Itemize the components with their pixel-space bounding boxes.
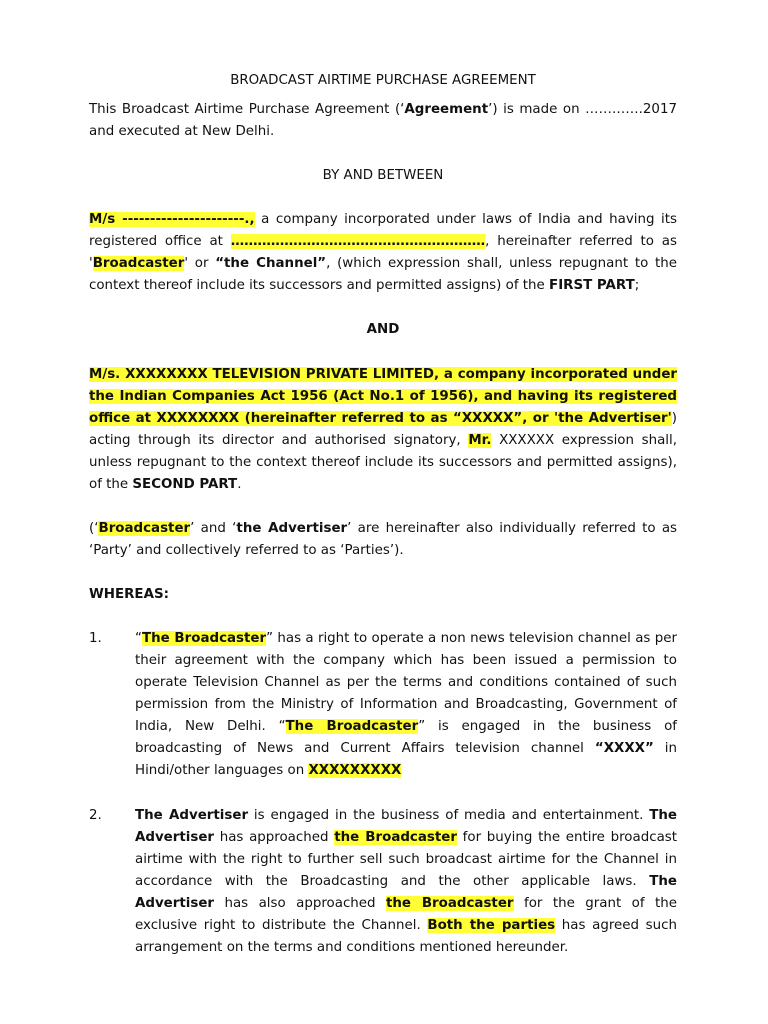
advertiser-term: the Advertiser	[236, 521, 348, 536]
advertiser-term-2: The Advertiser	[135, 808, 249, 823]
whereas-heading: WHEREAS:	[89, 587, 169, 602]
second-part-term: SECOND PART	[132, 477, 238, 492]
first-part-term: FIRST PART	[549, 278, 635, 293]
broadcaster-term: Broadcaster	[92, 256, 185, 271]
broadcaster-term-2: Broadcaster	[98, 521, 191, 536]
broadcaster-term-5: the Broadcaster	[334, 830, 457, 845]
parties-paragraph: (‘Broadcaster’ and ‘the Advertiser’ are hereinafter also individually referred to as ‘Party’ and collectively referred to as ‘Parties’).	[89, 521, 677, 558]
broadcaster-term-6: the Broadcaster	[385, 896, 514, 911]
advertiser-term-4: The Advertiser	[135, 874, 677, 911]
advertiser-term-3: The Advertiser	[135, 808, 677, 845]
intro-paragraph: This Broadcast Airtime Purchase Agreement (‘Agreement’) is made on ………….2017 and executed at New Delhi.	[89, 102, 677, 139]
second-party-details: M/s. XXXXXXXX TELEVISION PRIVATE LIMITED, a company incorporated under the Indian Companies Act 1956 (Act No.1 of 1956), and having its registered office at XXXXXXXX (hereinafter referred to as “XXXXX”, or 'the Advertiser'	[89, 367, 677, 426]
item-2-number: 2.	[89, 808, 102, 823]
document-title	[89, 70, 677, 92]
channel-term: “the Channel”	[215, 256, 327, 271]
and-heading: AND	[366, 322, 400, 337]
by-and-between-heading: BY AND BETWEEN	[322, 168, 444, 183]
first-party-office: …………………………………………………	[230, 234, 486, 249]
channel-slot-term: XXXXXXXXX	[308, 763, 402, 778]
channel-name-term: “XXXX”	[594, 741, 654, 756]
mr-term: Mr.	[468, 433, 492, 448]
both-parties-term: Both the parties	[427, 918, 556, 933]
broadcaster-term-4: The Broadcaster	[285, 719, 419, 734]
first-party-name: M/s ----------------------.,	[89, 212, 255, 227]
item-2-text: The Advertiser is engaged in the business of media and entertainment. The Advertiser has approached the Broadcaster for buying the entire broadcast airtime with the right to further sell such broadcast airtime for the Channel in accordance with the Broadcasting and the other applicable laws. The Advertiser has also approached the Broadcaster for the grant of the exclusive right to distribute the Channel. Both the parties has agreed such arrangement on the terms and conditions mentioned hereunder.	[135, 808, 678, 955]
item-1-number: 1.	[89, 631, 102, 646]
first-party-paragraph: M/s ----------------------., a company incorporated under laws of India and having its registered office at …………………………………………………, hereinafter referred to as 'Broadcaster' or “the Channel”, (which expression shall, unless repugnant to the context thereof include its successors and permitted assigns) of the FIRST PART;	[89, 212, 677, 293]
agreement-term: Agreement	[404, 102, 489, 117]
item-1-text: “The Broadcaster” has a right to operate a non news television channel as per their agreement with the company which has been issued a permission to operate Television Channel as per the terms and conditions contained of such permission from the Ministry of Information and Broadcasting, Government of India, New Delhi. “The Broadcaster” is engaged in the business of broadcasting of News and Current Affairs television channel “XXXX” in Hindi/other languages on XXXXXXXXX	[135, 631, 678, 778]
broadcaster-term-3: The Broadcaster	[141, 631, 267, 646]
second-party-paragraph: M/s. XXXXXXXX TELEVISION PRIVATE LIMITED, a company incorporated under the Indian Companies Act 1956 (Act No.1 of 1956), and having its registered office at XXXXXXXX (hereinafter referred to as “XXXXX”, or 'the Advertiser') acting through its director and authorised signatory, Mr. XXXXXX expression shall, unless repugnant to the context thereof include its successors and permitted assigns), of the SECOND PART.	[89, 367, 677, 492]
title-text: BROADCAST AIRTIME PURCHASE AGREEMENT	[230, 73, 536, 88]
